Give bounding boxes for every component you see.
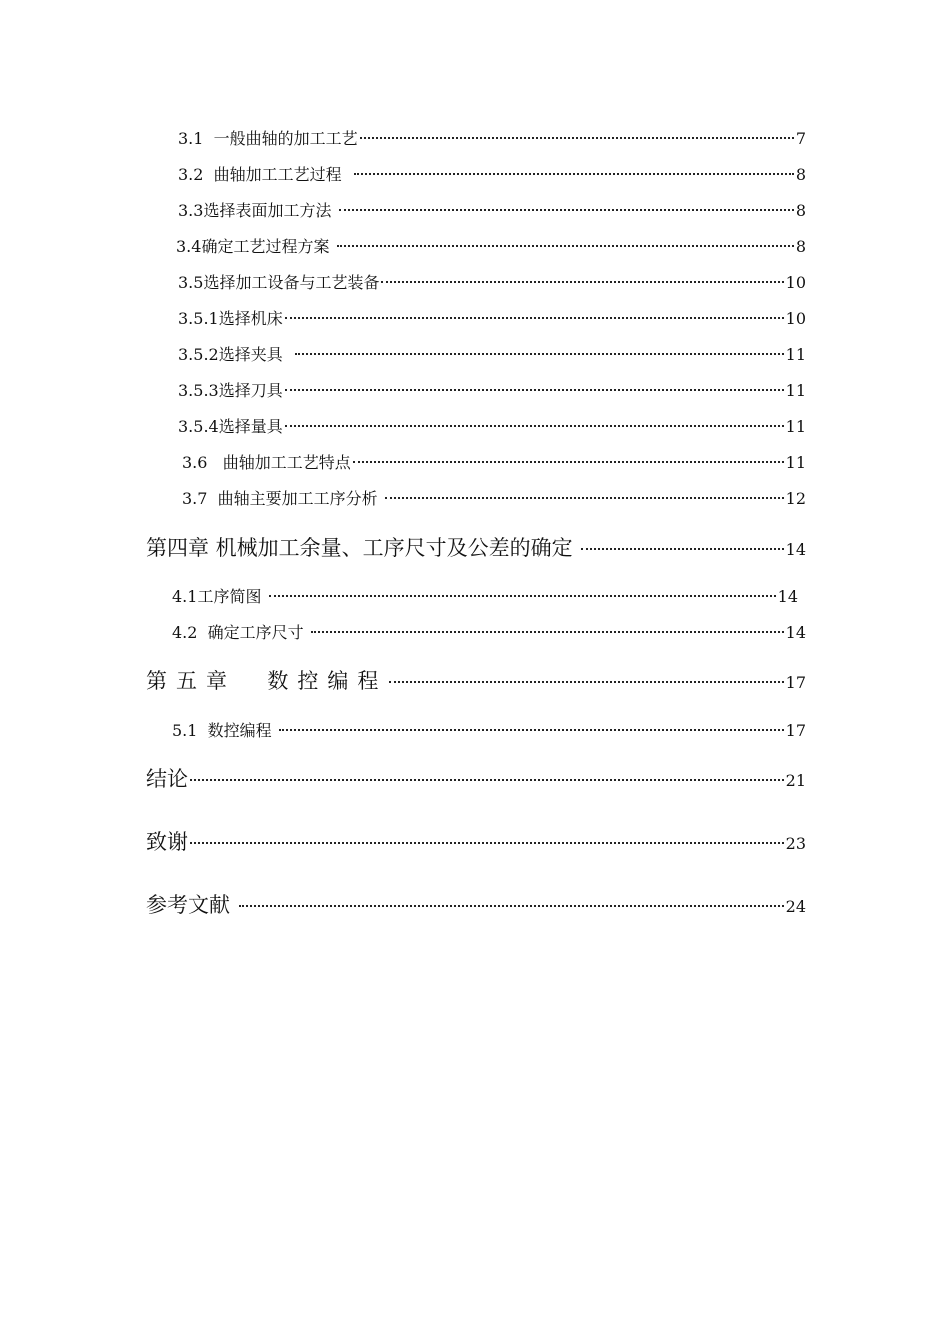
dot-leader	[389, 681, 783, 683]
toc-entry-page: 17	[785, 721, 806, 740]
toc-entry-page: 12	[785, 489, 806, 508]
toc-entry-page: 8	[795, 237, 806, 256]
toc-entry-page: 11	[785, 417, 806, 436]
dot-leader	[269, 595, 776, 597]
dot-leader	[279, 729, 784, 731]
toc-chapter-4[interactable]	[146, 532, 806, 562]
toc-entry-3-2[interactable]	[178, 162, 806, 186]
toc-entry-label: 3.1 一般曲轴的加工工艺	[178, 129, 358, 148]
toc-entry-4-2[interactable]	[172, 620, 806, 644]
toc-entry-label: 3.6 曲轴加工工艺特点	[182, 453, 351, 472]
toc-entry-label: 3.3选择表面加工方法	[178, 201, 337, 220]
dot-leader	[385, 497, 784, 499]
toc-entry-label: 3.2 曲轴加工工艺过程	[178, 165, 352, 184]
toc-entry-page: 8	[795, 201, 806, 220]
toc-entry-label: 3.5.2选择夹具	[178, 345, 293, 364]
dot-leader	[190, 842, 784, 844]
toc-entry-5-1[interactable]	[172, 718, 806, 742]
toc-entry-3-5-4[interactable]	[178, 414, 806, 438]
toc-entry-page: 11	[785, 381, 806, 400]
dot-leader	[381, 281, 783, 283]
toc-entry-label: 致谢	[146, 830, 188, 854]
dot-leader	[360, 137, 794, 139]
toc-entry-page: 14	[785, 623, 806, 642]
toc-entry-page: 11	[785, 345, 806, 364]
toc-entry-3-6[interactable]	[182, 450, 806, 474]
dot-leader	[339, 209, 794, 211]
dot-leader	[581, 548, 783, 550]
dot-leader	[239, 905, 784, 907]
toc-references[interactable]	[146, 889, 806, 919]
dot-leader	[337, 245, 794, 247]
dot-leader	[311, 631, 784, 633]
toc-acknowledgements[interactable]	[146, 826, 806, 856]
toc-entry-label: 3.7 曲轴主要加工工序分析	[182, 489, 383, 508]
toc-chapter-5[interactable]	[146, 665, 806, 695]
toc-entry-label: 第四章 机械加工余量、工序尺寸及公差的确定	[146, 536, 580, 560]
toc-entry-label: 第五章 数控编程	[146, 669, 388, 693]
dot-leader	[285, 425, 784, 427]
toc-entry-label: 3.5.4选择量具	[178, 417, 283, 436]
toc-entry-3-1[interactable]	[178, 126, 806, 150]
toc-entry-label: 4.1工序简图	[172, 587, 267, 606]
toc-conclusion[interactable]	[146, 763, 806, 793]
toc-entry-3-5-2[interactable]	[178, 342, 806, 366]
toc-entry-label: 5.1 数控编程	[172, 721, 277, 740]
toc-entry-3-3[interactable]	[178, 198, 806, 222]
toc-entry-page: 14	[777, 587, 798, 606]
toc-entry-page: 8	[795, 165, 806, 184]
toc-entry-page: 7	[795, 129, 806, 148]
toc-entry-page: 23	[785, 834, 806, 853]
toc-entry-3-4[interactable]	[176, 234, 806, 258]
dot-leader	[190, 779, 784, 781]
toc-entry-label: 3.5.3选择刀具	[178, 381, 283, 400]
toc-entry-3-7[interactable]	[182, 486, 806, 510]
toc-entry-page: 10	[785, 273, 806, 292]
toc-entry-page: 24	[785, 897, 806, 916]
toc-entry-label: 3.4确定工艺过程方案	[176, 237, 335, 256]
toc-entry-label: 4.2 确定工序尺寸	[172, 623, 309, 642]
toc-entry-page: 21	[785, 771, 806, 790]
toc-entry-label: 3.5选择加工设备与工艺装备	[178, 273, 380, 292]
toc-entry-label: 参考文献	[146, 893, 237, 917]
toc-entry-label: 3.5.1选择机床	[178, 309, 283, 328]
dot-leader	[353, 461, 784, 463]
toc-entry-3-5-3[interactable]	[178, 378, 806, 402]
toc-entry-label: 结论	[146, 767, 188, 791]
toc-entry-3-5[interactable]	[178, 270, 806, 294]
toc-entry-3-5-1[interactable]	[178, 306, 806, 330]
dot-leader	[295, 353, 784, 355]
dot-leader	[285, 317, 784, 319]
toc-entry-4-1[interactable]	[172, 584, 798, 608]
toc-entry-page: 11	[785, 453, 806, 472]
dot-leader	[354, 173, 794, 175]
toc-entry-page: 14	[785, 540, 806, 559]
toc-entry-page: 10	[785, 309, 806, 328]
dot-leader	[285, 389, 784, 391]
toc-entry-page: 17	[785, 673, 806, 692]
